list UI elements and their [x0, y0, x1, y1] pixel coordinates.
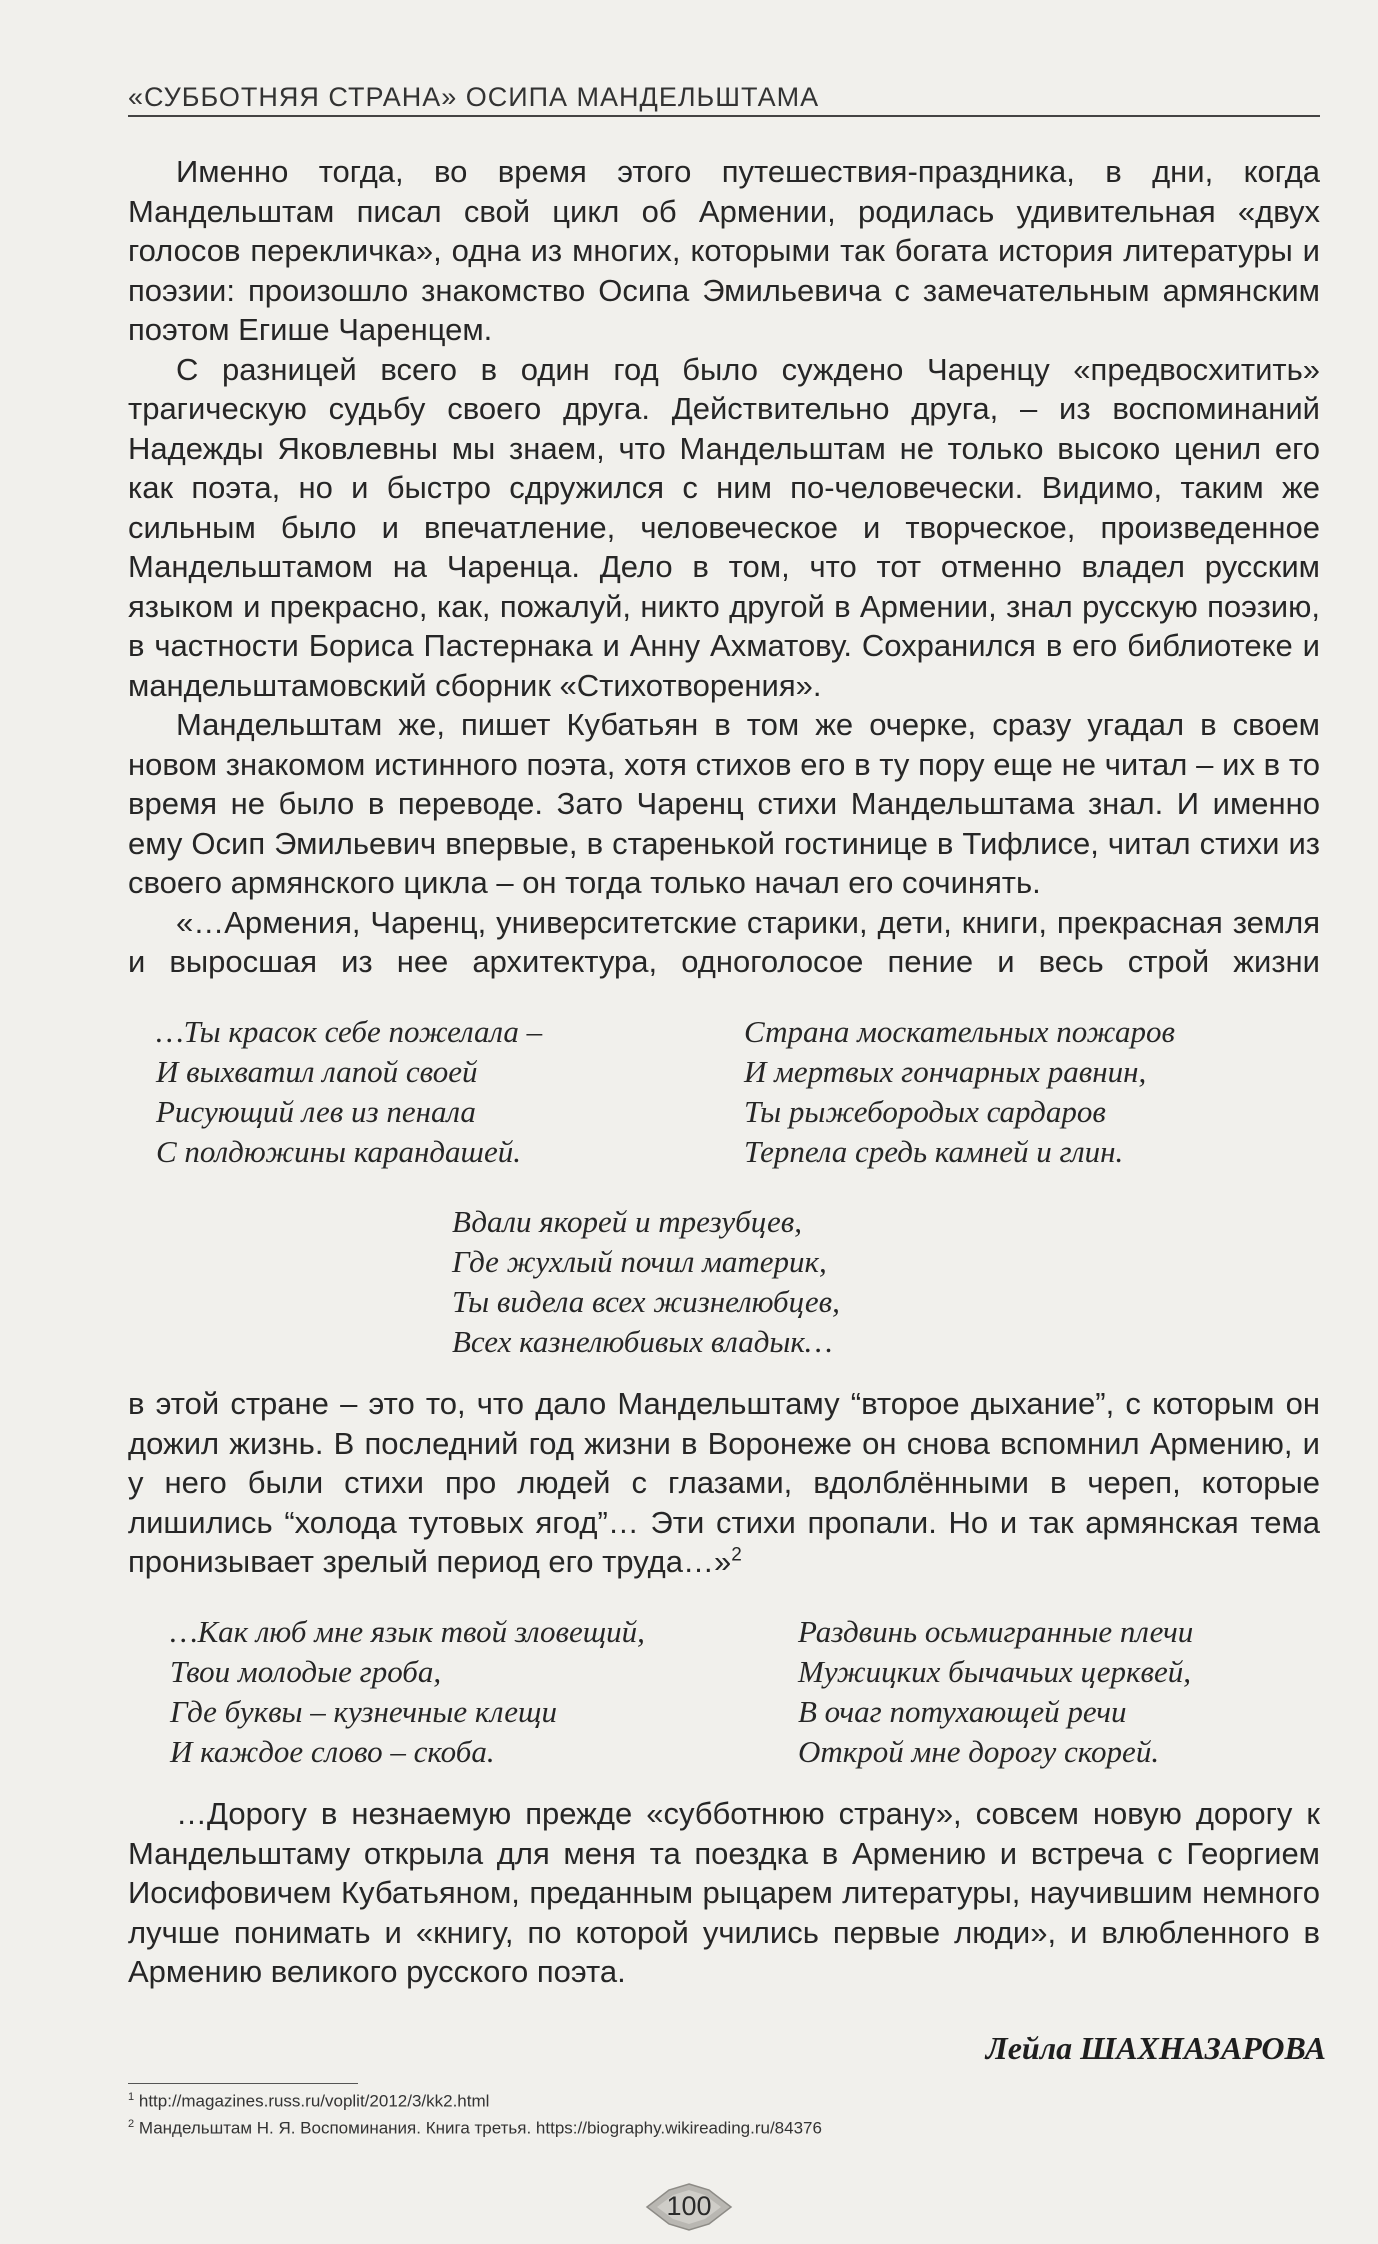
poem-line: Страна москательных пожаров [744, 1014, 1175, 1049]
poem-line: И каждое слово – скоба. [170, 1734, 495, 1769]
footnote-rule [128, 2083, 358, 2084]
text-block-2 [128, 1384, 1320, 1582]
paragraph-1: Именно тогда, во время этого путешествия-праздника, в дни, когда Мандельштам писал свой цикл об Армении, родилась удивительная «двух голосов перекличка», одна из многих, которыми так богата история литературы и поэзии: произошло знакомство Осипа Эмильевича с замечательным армянским поэтом Егише Чаренцем. [128, 154, 1320, 347]
poem-line: Где жухлый почил материк, [452, 1244, 827, 1279]
footnote-number: 2 [128, 2117, 135, 2130]
poem-line: Рисующий лев из пенала [156, 1094, 476, 1129]
paragraph-2: С разницей всего в один год было суждено Чаренцу «предвосхитить» трагическую судьбу своего друга. Действительно друга, – из воспоминаний Надежды Яковлевны мы знаем, что Мандельштам не только высоко ценил его как поэта, но и быстро сдружился с ним по-человечески. Видимо, таким же сильным было и впечатление, человеческое и творческое, произведенное Мандельштамом на Чаренца. Дело в том, что тот отменно владел русским языком и прекрасно, как, пожалуй, никто другой в Армении, знал русскую поэзию, в частности Бориса Пастернака и Анну Ахматову. Сохранился в его библиотеке и мандельштамовский сборник «Стихотворения». [128, 351, 1320, 703]
poem-line: Где буквы – кузнечные клещи [170, 1694, 557, 1729]
poem-line: …Как люб мне язык твой зловещий, [170, 1614, 645, 1649]
footnote-ref-2: 2 [731, 1544, 742, 1566]
paragraph-6: …Дорогу в незнаемую прежде «субботнюю страну», совсем новую дорогу к Мандельштаму открыла для меня та поездка в Армению и встреча с Георгием Иосифовичем Кубатьяном, преданным рыцарем литературы, научившим немного лучше понимать и «книгу, по которой учились первые люди», и влюбленного в Армению великого русского поэта. [128, 1796, 1320, 1989]
poem-line: Вдали якорей и трезубцев, [452, 1204, 802, 1239]
paragraph-5-text: в этой стране – это то, что дало Мандельштаму “второе дыхание”, с которым он дожил жизнь. В последний год жизни в Воронеже он снова вспомнил Армению, и у него были стихи про людей с глазами, вдолблёнными в череп, которые лишились “холода тутовых ягод”… Эти стихи пропали. Но и так армянская тема пронизывает зрелый период его труда…» [128, 1386, 1320, 1579]
paragraph-4: «…Армения, Чаренц, университетские старики, дети, книги, прекрасная земля и выросшая из нее архитектура, одноголосое пение и весь строй жизни [128, 904, 1320, 979]
text-block-3 [128, 1794, 1320, 1992]
poem-line: И выхватил лапой своей [156, 1054, 478, 1089]
page-number-badge [643, 2182, 735, 2232]
poem-2-right-stanza [798, 1612, 1193, 1772]
poem-line: Открой мне дорогу скорей. [798, 1734, 1160, 1769]
poem-2-left-stanza [170, 1612, 645, 1772]
poem-line: Раздвинь осьмигранные плечи [798, 1614, 1194, 1649]
author-signature: Лейла ШАХНАЗАРОВА [985, 2030, 1326, 2066]
text-block-1 [128, 152, 1320, 982]
header-rule [128, 115, 1320, 117]
poem-1-left-stanza [156, 1012, 542, 1172]
poem-line: Ты рыжебородых сардаров [744, 1094, 1106, 1129]
paragraph-3: Мандельштам же, пишет Кубатьян в том же очерке, сразу угадал в своем новом знакомом истинного поэта, хотя стихов его в ту пору еще не читал – их в то время не было в переводе. Зато Чаренц стихи Мандельштама знал. И именно ему Осип Эмильевич впервые, в старенькой гостинице в Тифлисе, читал стихи из своего армянского цикла – он тогда только начал его сочинять. [128, 707, 1320, 900]
footnotes [128, 2086, 1320, 2139]
poem-1-right-stanza [744, 1012, 1175, 1172]
paragraph-5 [128, 1384, 1320, 1582]
poem-line: С полдюжины карандашей. [156, 1134, 521, 1169]
poem-line: В очаг потухающей речи [798, 1694, 1127, 1729]
poem-line: Мужицких бычачьих церквей, [798, 1654, 1192, 1689]
poem-line: Твои молодые гроба, [170, 1654, 442, 1689]
footnote-1 [128, 2086, 1320, 2113]
footnote-2 [128, 2113, 1320, 2140]
poem-line: Ты видела всех жизнелюбцев, [452, 1284, 840, 1319]
footnote-link[interactable]: http://magazines.russ.ru/voplit/2012/3/kk2.html [138, 2091, 490, 2111]
poem-1-center-stanza [452, 1202, 840, 1362]
poem-line: Терпела средь камней и глин. [744, 1134, 1124, 1169]
page-number: 100 [666, 2191, 712, 2221]
footnote-text: Мандельштам Н. Я. Воспоминания. Книга третья. https://biography.wikireading.ru/84376 [138, 2118, 822, 2138]
footnote-number: 1 [128, 2091, 135, 2103]
poem-line: …Ты красок себе пожелала – [156, 1014, 543, 1049]
running-head: «СУББОТНЯЯ СТРАНА» ОСИПА МАНДЕЛЬШТАМА [128, 82, 820, 112]
poem-line: И мертвых гончарных равнин, [744, 1054, 1147, 1089]
poem-line: Всех казнелюбивых владык… [452, 1324, 833, 1359]
